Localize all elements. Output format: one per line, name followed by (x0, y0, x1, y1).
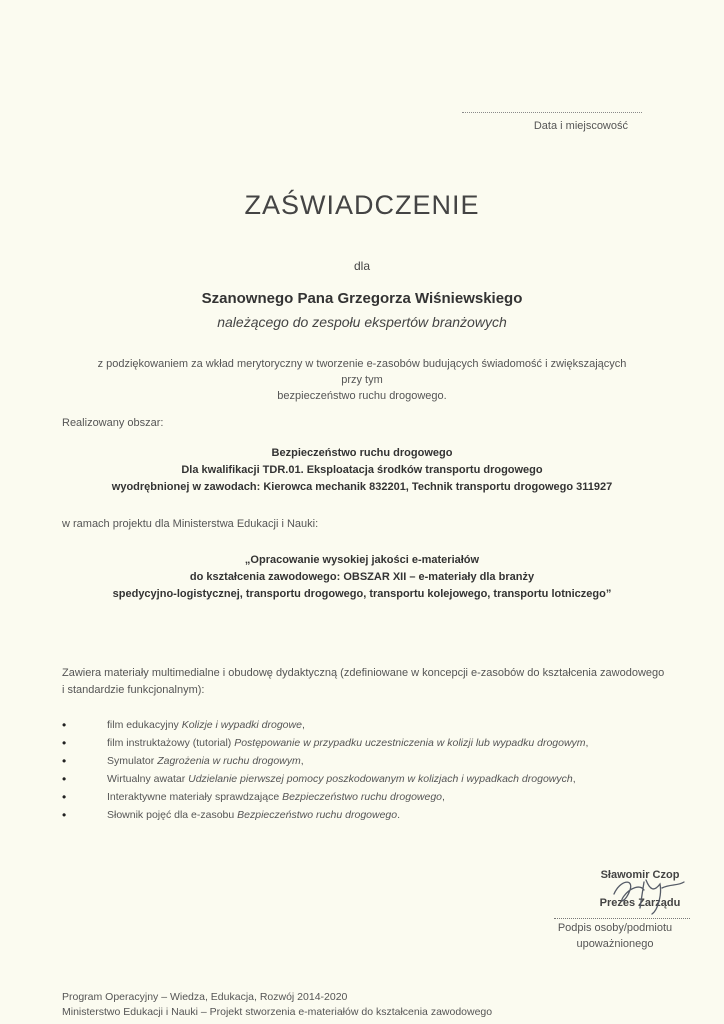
thanks-paragraph (90, 356, 634, 404)
bullet-icon: • (62, 736, 67, 750)
footer (62, 990, 682, 1020)
thanks-line-2: bezpieczeństwo ruchu drogowego. (277, 390, 447, 402)
item-prefix: film edukacyjny (107, 719, 182, 731)
item-prefix: Słownik pojęć dla e-zasobu (107, 809, 238, 821)
item-title: Udzielanie pierwszej pomocy poszkodowanym w kolizjach i wypadkach drogowych (188, 773, 573, 785)
item-title: Kolizje i wypadki drogowe (181, 719, 302, 731)
contains-paragraph (62, 665, 672, 699)
area-block (60, 445, 664, 496)
item-title: Bezpieczeństwo ruchu drogowego (282, 791, 443, 803)
project-line-1: „Opracowanie wysokiej jakości e-materiałów (244, 554, 480, 566)
item-suffix: , (572, 773, 576, 785)
for-word: dla (353, 259, 370, 273)
footer-line-1: Program Operacyjny – Wiedza, Edukacja, Rozwój 2014-2020 (62, 991, 348, 1003)
recipient-name: Szanownego Pana Grzegorza Wiśniewskiego (201, 290, 523, 307)
bullet-icon: • (62, 790, 67, 804)
list-item (62, 770, 682, 788)
list-item (62, 716, 682, 734)
stamp-name: Sławomir Czop (600, 869, 680, 881)
list-item (62, 752, 682, 770)
signature-caption (540, 920, 690, 952)
date-place-label: Data i miejscowość (533, 120, 628, 132)
bullet-icon: • (62, 754, 67, 768)
thanks-line-1: z podziękowaniem za wkład merytoryczny w tworzenie e-zasobów budujących świadomość i zwiększających przy tym (97, 358, 627, 386)
date-place-line (462, 112, 642, 113)
signature-caption-line-2: upoważnionego (576, 938, 654, 950)
stamp-role: Prezes Zarządu (599, 897, 681, 909)
item-prefix: Symulator (107, 755, 158, 767)
item-prefix: film instruktażowy (tutorial) (107, 737, 235, 749)
list-item (62, 788, 682, 806)
document-title: ZAŚWIADCZENIE (244, 190, 480, 220)
area-line-3: wyodrębnionej w zawodach: Kierowca mechanik 832201, Technik transportu drogowego 311927 (111, 481, 613, 493)
item-title: Zagrożenia w ruchu drogowym (157, 755, 301, 767)
item-suffix: , (442, 791, 445, 803)
signature-caption-line-1: Podpis osoby/podmiotu (557, 922, 673, 934)
handwritten-signature (600, 860, 690, 920)
item-prefix: Wirtualny awatar (107, 773, 189, 785)
contains-line-1: Zawiera materiały multimedialne i obudowę dydaktyczną (zdefiniowane w koncepcji e-zasobów do kształcenia zawodowego (62, 667, 665, 679)
item-title: Postępowanie w przypadku uczestniczenia w kolizji lub wypadku drogowym (234, 737, 586, 749)
bullet-icon: • (62, 718, 67, 732)
list-item (62, 734, 682, 752)
signature-line (554, 918, 690, 919)
item-suffix: . (397, 809, 401, 821)
project-block (60, 552, 664, 603)
area-line-1: Bezpieczeństwo ruchu drogowego (271, 447, 453, 459)
contains-line-2: i standardzie funkcjonalnym): (62, 684, 205, 696)
list-item (62, 806, 682, 824)
item-prefix: Interaktywne materiały sprawdzające (107, 791, 283, 803)
bullet-icon: • (62, 772, 67, 786)
area-line-2: Dla kwalifikacji TDR.01. Eksploatacja środków transportu drogowego (181, 464, 543, 476)
project-label: w ramach projektu dla Ministerstwa Edukacji i Nauki: (62, 518, 319, 530)
item-suffix: , (300, 755, 304, 767)
footer-line-2: Ministerstwo Edukacji i Nauki – Projekt stworzenia e-materiałów do kształcenia zawodowego (62, 1006, 493, 1018)
item-suffix: , (301, 719, 305, 731)
item-title: Bezpieczeństwo ruchu drogowego (237, 809, 398, 821)
project-line-2: do kształcenia zawodowego: OBSZAR XII – e-materiały dla branży (189, 571, 535, 583)
recipient-role: należącego do zespołu ekspertów branżowych (217, 314, 507, 330)
item-suffix: , (585, 737, 589, 749)
materials-list (62, 716, 682, 824)
bullet-icon: • (62, 808, 67, 822)
project-line-3: spedycyjno-logistycznej, transportu drogowego, transportu kolejowego, transportu lotniczego” (112, 588, 612, 600)
area-label: Realizowany obszar: (62, 417, 164, 429)
